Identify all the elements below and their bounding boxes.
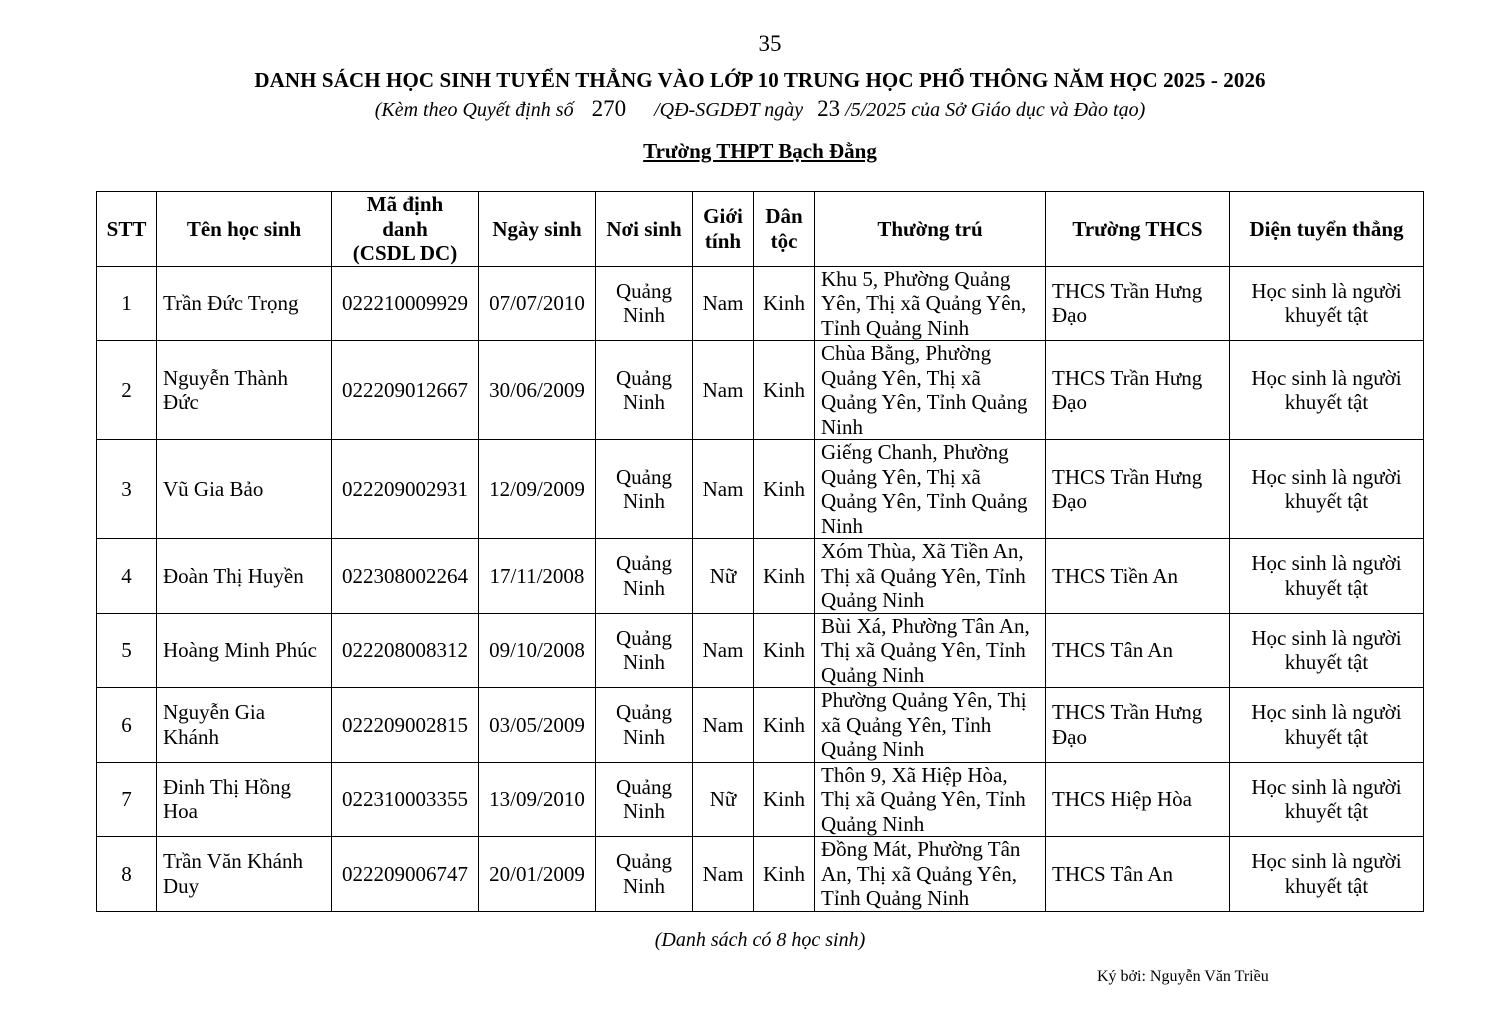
page-number: 35 (758, 31, 782, 56)
table-row (97, 688, 1424, 763)
cell-id: 022310003355 (332, 762, 479, 837)
cell-dob: 13/09/2010 (479, 762, 596, 837)
cell-category: Học sinh là người khuyết tật (1230, 266, 1424, 341)
list-count-note: (Danh sách có 8 học sinh) (654, 929, 866, 951)
cell-gender: Nữ (693, 762, 754, 837)
subtitle-part2: /QĐ-SGDĐT ngày (654, 99, 804, 121)
cell-stt: 2 (97, 341, 157, 440)
cell-school: THCS Trần Hưng Đạo (1046, 266, 1230, 341)
cell-gender: Nam (693, 613, 754, 688)
cell-id: 022210009929 (332, 266, 479, 341)
cell-birthplace: Quảng Ninh (596, 341, 693, 440)
cell-ethnicity: Kinh (754, 688, 815, 763)
cell-dob: 03/05/2009 (479, 688, 596, 763)
cell-address: Chùa Bằng, Phường Quảng Yên, Thị xã Quảng Yên, Tỉnh Quảng Ninh (815, 341, 1046, 440)
cell-gender: Nam (693, 266, 754, 341)
cell-dob: 20/01/2009 (479, 837, 596, 912)
cell-name: Nguyễn Thành Đức (157, 341, 332, 440)
decision-day: 23 (817, 96, 841, 121)
cell-address: Bùi Xá, Phường Tân An, Thị xã Quảng Yên, Tỉnh Quảng Ninh (815, 613, 1046, 688)
cell-school: THCS Trần Hưng Đạo (1046, 688, 1230, 763)
document-subtitle (0, 96, 1500, 122)
cell-ethnicity: Kinh (754, 266, 815, 341)
cell-category: Học sinh là người khuyết tật (1230, 341, 1424, 440)
cell-school: THCS Trần Hưng Đạo (1046, 440, 1230, 539)
cell-id: 022209006747 (332, 837, 479, 912)
header-address: Thường trú (815, 192, 1046, 267)
cell-ethnicity: Kinh (754, 539, 815, 614)
cell-name: Đinh Thị Hồng Hoa (157, 762, 332, 837)
cell-stt: 8 (97, 837, 157, 912)
cell-stt: 5 (97, 613, 157, 688)
cell-name: Hoàng Minh Phúc (157, 613, 332, 688)
table-row (97, 762, 1424, 837)
cell-ethnicity: Kinh (754, 440, 815, 539)
decision-number: 270 (591, 96, 627, 121)
cell-id: 022208008312 (332, 613, 479, 688)
table-row (97, 266, 1424, 341)
header-dob: Ngày sinh (479, 192, 596, 267)
cell-ethnicity: Kinh (754, 341, 815, 440)
header-gender (693, 192, 754, 267)
cell-stt: 4 (97, 539, 157, 614)
cell-name: Vũ Gia Bảo (157, 440, 332, 539)
cell-address: Phường Quảng Yên, Thị xã Quảng Yên, Tỉnh Quảng Ninh (815, 688, 1046, 763)
cell-address: Thôn 9, Xã Hiệp Hòa, Thị xã Quảng Yên, Tỉnh Quảng Ninh (815, 762, 1046, 837)
header-name: Tên học sinh (157, 192, 332, 267)
cell-id: 022209002931 (332, 440, 479, 539)
cell-name: Đoàn Thị Huyền (157, 539, 332, 614)
document-title: DANH SÁCH HỌC SINH TUYỂN THẲNG VÀO LỚP 10 TRUNG HỌC PHỔ THÔNG NĂM HỌC 2025 - 2026 (254, 68, 1266, 92)
header-ethnicity (754, 192, 815, 267)
cell-birthplace: Quảng Ninh (596, 837, 693, 912)
cell-birthplace: Quảng Ninh (596, 539, 693, 614)
school-heading: Trường THPT Bạch Đằng (643, 139, 877, 163)
subtitle-part3: /5/2025 của Sở Giáo dục và Đào tạo) (845, 99, 1146, 121)
cell-address: Giếng Chanh, Phường Quảng Yên, Thị xã Quảng Yên, Tỉnh Quảng Ninh (815, 440, 1046, 539)
table-row (97, 539, 1424, 614)
cell-gender: Nam (693, 440, 754, 539)
subtitle-part1: (Kèm theo Quyết định số (374, 99, 574, 121)
cell-address: Khu 5, Phường Quảng Yên, Thị xã Quảng Yên, Tỉnh Quảng Ninh (815, 266, 1046, 341)
header-category: Diện tuyển thẳng (1230, 192, 1424, 267)
cell-ethnicity: Kinh (754, 762, 815, 837)
header-school: Trường THCS (1046, 192, 1230, 267)
header-gender-line2: tính (704, 228, 742, 253)
cell-category: Học sinh là người khuyết tật (1230, 837, 1424, 912)
header-id (332, 192, 479, 267)
cell-gender: Nam (693, 341, 754, 440)
cell-birthplace: Quảng Ninh (596, 762, 693, 837)
cell-name: Trần Văn Khánh Duy (157, 837, 332, 912)
cell-school: THCS Tân An (1046, 837, 1230, 912)
cell-birthplace: Quảng Ninh (596, 440, 693, 539)
cell-school: THCS Trần Hưng Đạo (1046, 341, 1230, 440)
cell-dob: 30/06/2009 (479, 341, 596, 440)
cell-id: 022209002815 (332, 688, 479, 763)
cell-gender: Nam (693, 837, 754, 912)
cell-school: THCS Tiền An (1046, 539, 1230, 614)
table-row (97, 440, 1424, 539)
cell-birthplace: Quảng Ninh (596, 266, 693, 341)
table-header-row (97, 192, 1424, 267)
cell-stt: 7 (97, 762, 157, 837)
header-gender-line1: Giới (703, 204, 743, 229)
signature-line: Ký bởi: Nguyễn Văn Triều (1097, 968, 1269, 985)
cell-ethnicity: Kinh (754, 613, 815, 688)
cell-stt: 3 (97, 440, 157, 539)
cell-category: Học sinh là người khuyết tật (1230, 440, 1424, 539)
header-ethnicity-line2: tộc (770, 228, 798, 253)
cell-stt: 6 (97, 688, 157, 763)
cell-dob: 09/10/2008 (479, 613, 596, 688)
cell-id: 022209012667 (332, 341, 479, 440)
cell-school: THCS Tân An (1046, 613, 1230, 688)
cell-address: Đồng Mát, Phường Tân An, Thị xã Quảng Yên, Tỉnh Quảng Ninh (815, 837, 1046, 912)
header-id-line3: (CSDL DC) (352, 241, 458, 265)
cell-category: Học sinh là người khuyết tật (1230, 539, 1424, 614)
header-stt: STT (97, 192, 157, 267)
cell-birthplace: Quảng Ninh (596, 613, 693, 688)
header-birthplace: Nơi sinh (596, 192, 693, 267)
table-row (97, 837, 1424, 912)
table-row (97, 341, 1424, 440)
header-id-line1: Mã định (366, 192, 444, 216)
header-id-line2: danh (382, 216, 428, 241)
header-ethnicity-line1: Dân (765, 204, 803, 229)
cell-dob: 12/09/2009 (479, 440, 596, 539)
cell-gender: Nam (693, 688, 754, 763)
cell-name: Nguyễn Gia Khánh (157, 688, 332, 763)
cell-gender: Nữ (693, 539, 754, 614)
cell-dob: 17/11/2008 (479, 539, 596, 614)
table-row (97, 613, 1424, 688)
cell-ethnicity: Kinh (754, 837, 815, 912)
cell-birthplace: Quảng Ninh (596, 688, 693, 763)
cell-name: Trần Đức Trọng (157, 266, 332, 341)
cell-stt: 1 (97, 266, 157, 341)
cell-category: Học sinh là người khuyết tật (1230, 688, 1424, 763)
cell-id: 022308002264 (332, 539, 479, 614)
cell-address: Xóm Thùa, Xã Tiền An, Thị xã Quảng Yên, Tỉnh Quảng Ninh (815, 539, 1046, 614)
cell-school: THCS Hiệp Hòa (1046, 762, 1230, 837)
cell-category: Học sinh là người khuyết tật (1230, 613, 1424, 688)
student-table (96, 191, 1424, 912)
cell-dob: 07/07/2010 (479, 266, 596, 341)
cell-category: Học sinh là người khuyết tật (1230, 762, 1424, 837)
